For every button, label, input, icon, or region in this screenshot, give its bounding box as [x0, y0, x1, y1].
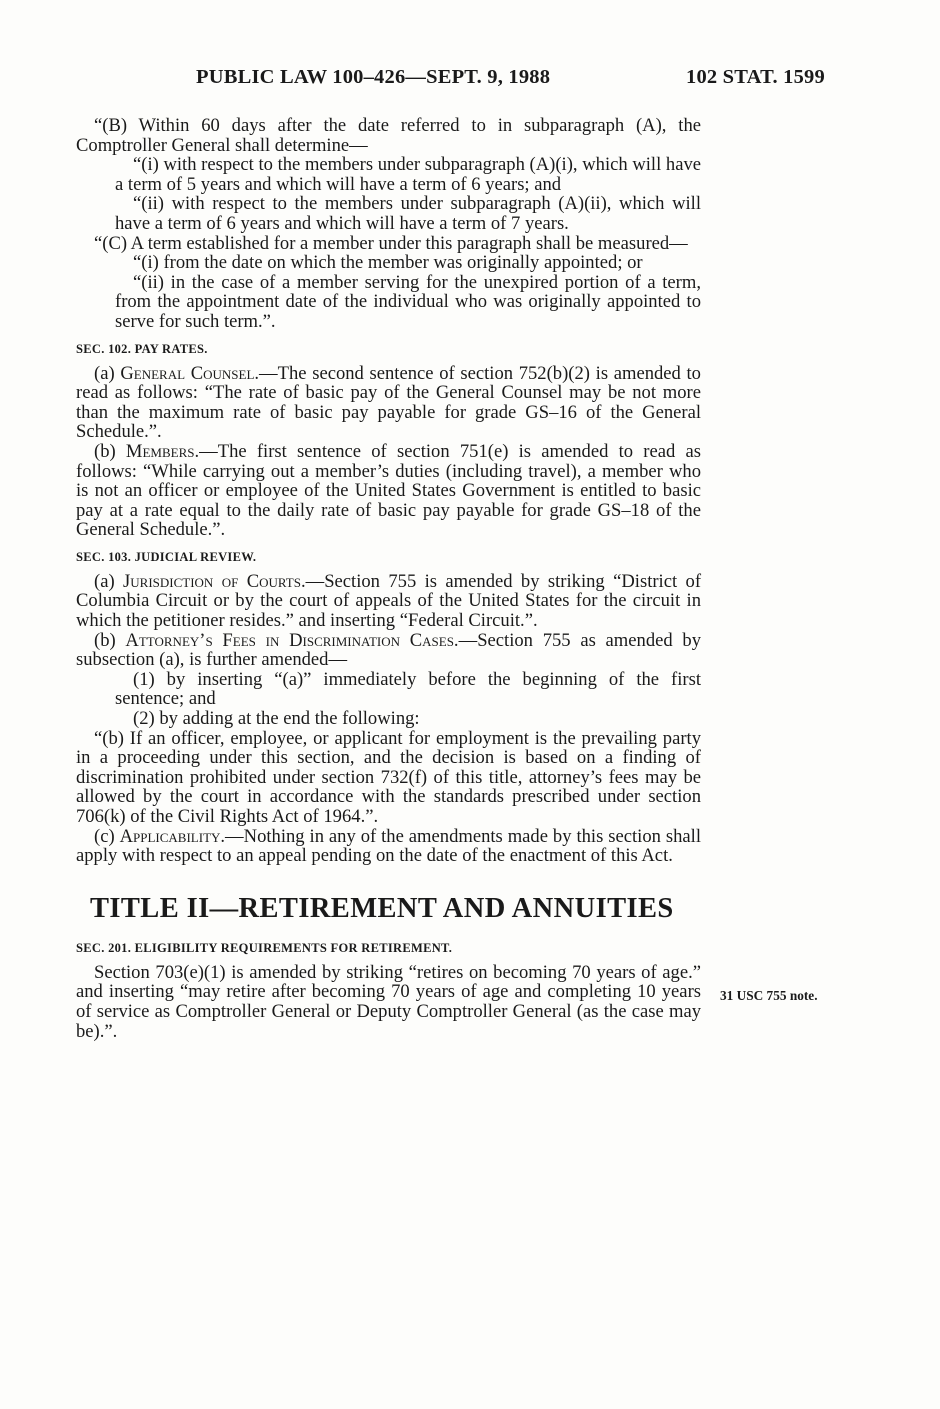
section-103-c [76, 827, 701, 866]
subsection-b-text: —Section 755 as amended by subsection (a), is further amended— [76, 629, 701, 671]
subsection-b-label: (b) [94, 629, 126, 651]
subsection-a-heading: Jurisdiction of Courts. [123, 570, 306, 592]
section-201-text: Section 703(e)(1) is amended by striking “retires on becoming 70 years of age.” and inserting “may retire after becoming 70 years of age and completing 10 years of service as Comptroller General or Deputy Comptroller General (as the case may be).”. [76, 961, 701, 1042]
subsection-a-label: (a) [94, 570, 124, 592]
clause-b-2: (2) by adding at the end the following: [133, 708, 420, 730]
clause-C-i: “(i) from the date on which the member was originally appointed; or [133, 252, 643, 274]
clause-B-i: “(i) with respect to the members under subparagraph (A)(i), which will have a term of 5 years and which will have a term of 6 years; and [115, 154, 701, 195]
subsection-c-text: —Nothing in any of the amendments made by this section shall apply with respect to an appeal pending on the date of the enactment of this Act. [76, 825, 701, 867]
section-102-a [76, 364, 701, 442]
subsection-a-text: —Section 755 is amended by striking “District of Columbia Circuit or by the court of appeals of the United States for the circuit in which the petitioner resides.” and inserting “Federal Circuit.”. [76, 570, 702, 632]
section-201-heading: SEC. 201. ELIGIBILITY REQUIREMENTS FOR RETIREMENT. [76, 940, 453, 955]
page-stat-number: 102 STAT. 1599 [686, 66, 825, 88]
clause-C-ii: “(ii) in the case of a member serving for the unexpired portion of a term, from the appointment date of the individual who was originally appointed to serve for such term.”. [115, 271, 701, 332]
subsection-c-label: (c) [94, 825, 120, 847]
document-body [76, 116, 701, 1041]
subsection-a-heading: General Counsel. [120, 362, 260, 384]
inserted-subsection-b: “(b) If an officer, employee, or applicant for employment is the prevailing party in a proceeding under this section, and the decision is based on a finding of discrimination prohibited under section 732(f) of this title, attorney’s fees may be allowed by the court in accordance with the standards prescribed under section 706(k) of the Civil Rights Act of 1964.”. [76, 727, 701, 827]
section-103-a [76, 572, 701, 631]
subsection-a-label: (a) [94, 362, 121, 384]
section-103-b [76, 631, 701, 670]
paragraph-B: “(B) Within 60 days after the date referred to in subparagraph (A), the Comptroller General shall determine— [76, 115, 701, 156]
margin-note-usc: 31 USC 755 note. [720, 988, 818, 1003]
title-ii-heading: TITLE II—RETIREMENT AND ANNUITIES [90, 892, 674, 924]
section-102-heading: SEC. 102. PAY RATES. [76, 341, 208, 356]
clause-B-ii: “(ii) with respect to the members under subparagraph (A)(ii), which will have a term of 6 years and which will have a term of 7 years. [115, 193, 701, 234]
subsection-b-text: —The first sentence of section 751(e) is amended to read as follows: “While carrying out a member’s duties (including travel), a member who is not an officer or employee of the United States Government is entitled to basic pay at a rate equal to the daily rate of basic pay payable for grade GS–18 of the General Schedule.”. [76, 440, 701, 541]
section-103-heading: SEC. 103. JUDICIAL REVIEW. [76, 549, 257, 564]
subsection-c-heading: Applicability. [119, 825, 226, 847]
subsection-a-text: —The second sentence of section 752(b)(2) is amended to read as follows: “The rate of basic pay of the General Counsel may be not more than the maximum rate of basic pay payable for grade GS–16 of the General Schedule.”. [76, 362, 701, 443]
subsection-b-heading: Attorney’s Fees in Discrimination Cases. [125, 629, 459, 651]
paragraph-C: “(C) A term established for a member under this paragraph shall be measured— [94, 232, 688, 254]
clause-b-1: (1) by inserting “(a)” immediately before the beginning of the first sentence; and [115, 668, 701, 710]
running-header-left: PUBLIC LAW 100–426—SEPT. 9, 1988 [196, 66, 551, 88]
section-102-b [76, 442, 701, 540]
subsection-b-label: (b) [94, 440, 126, 462]
subsection-b-heading: Members. [125, 440, 200, 462]
